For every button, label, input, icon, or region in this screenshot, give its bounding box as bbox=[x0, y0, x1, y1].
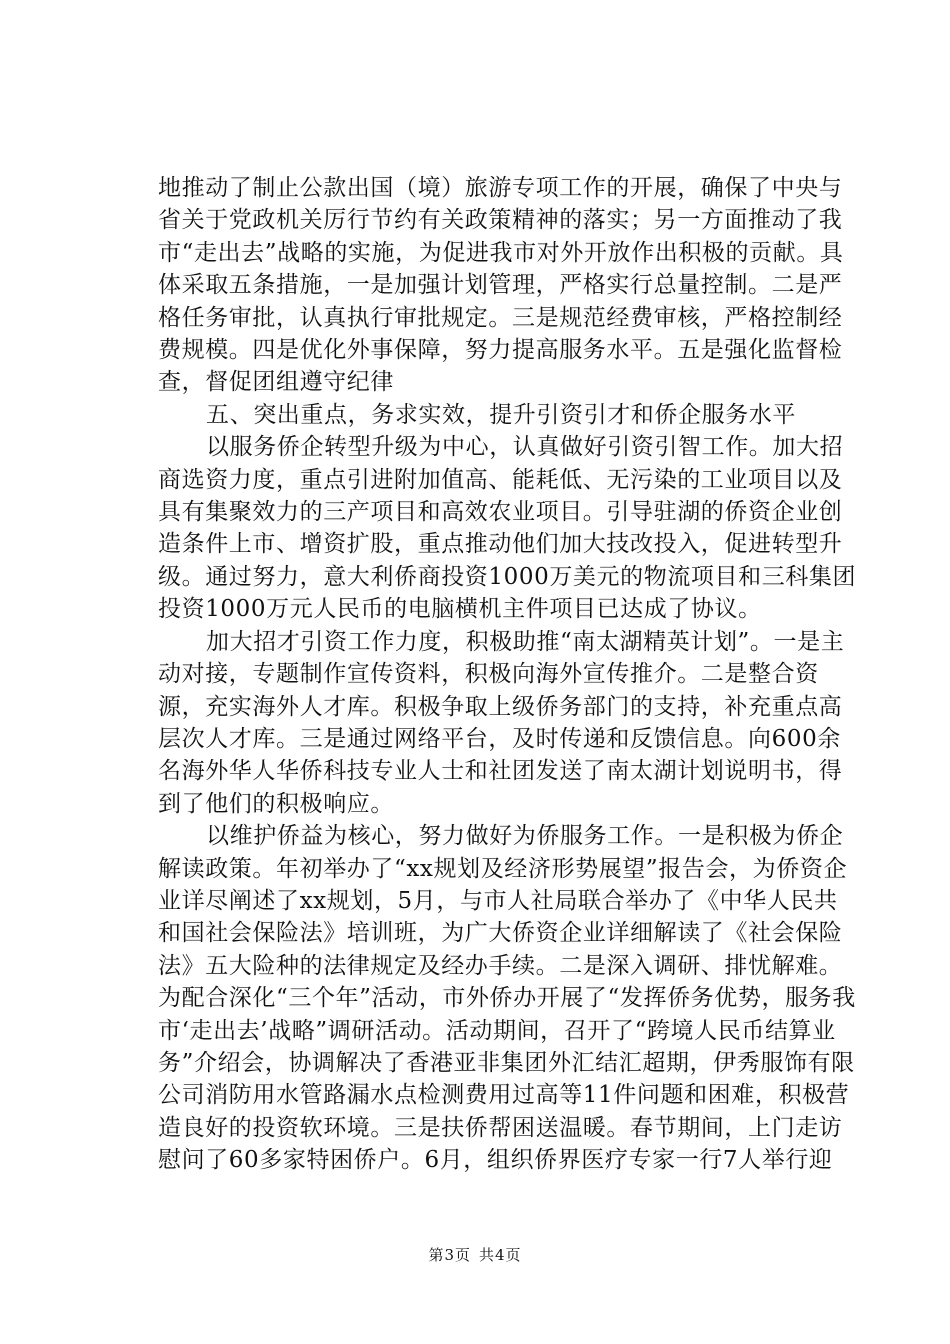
paragraph-2: 以服务侨企转型升级为中心，认真做好引资引智工作。加大招商选资力度，重点引进附加值高、能耗低、无污染的工业项目以及具有集聚效力的三产项目和高效农业项目。引导驻湖的侨资企业创造条件上市、增资扩股，重点推动他们加大技改投入，促进转型升级。通过努力，意大利侨商投资1000万美元的物流项目和三科集团投资1000万元人民币的电脑横机主件项目已达成了协议。 bbox=[158, 434, 857, 623]
paragraph-4: 以维护侨益为核心，努力做好为侨服务工作。一是积极为侨企解读政策。年初举办了“xx规划及经济形势展望”报告会，为侨资企业详尽阐述了xx规划，5月，与市人社局联合举办了《中华人民共和国社会保险法》培训班，为广大侨资企业详细解读了《社会保险法》五大险种的法律规定及经办手续。二是深入调研、排忧解难。为配合深化“三个年”活动，市外侨办开展了“发挥侨务优势，服务我市‘走出去’战略”调研活动。活动期间，召开了“跨境人民币结算业务”介绍会，协调解决了香港亚非集团外汇结汇超期，伊秀服饰有限公司消防用水管路漏水点检测费用过高等11件问题和困难，积极营造良好的投资软环境。三是扶侨帮困送温暖。春节期间，上门走访慰问了60多家特困侨户。6月，组织侨界医疗专家一行7人举行迎 bbox=[158, 823, 856, 1174]
paragraph-3: 加大招才引资工作力度，积极助推“南太湖精英计划”。一是主动对接，专题制作宣传资料，积极向海外宣传推介。二是整合资源，充实海外人才库。积极争取上级侨务部门的支持，补充重点高层次人才库。三是通过网络平台，及时传递和反馈信息。向600余名海外华人华侨科技专业人士和社团发送了南太湖计划说明书，得到了他们的积极响应。 bbox=[158, 628, 845, 817]
page-total: 共4页 bbox=[479, 1246, 522, 1264]
document-body bbox=[158, 172, 858, 1177]
section-heading-5: 五、突出重点，务求实效，提升引资引才和侨企服务水平 bbox=[206, 401, 796, 428]
paragraph-1: 地推动了制止公款出国（境）旅游专项工作的开展，确保了中央与省关于党政机关厉行节约有关政策精神的落实；另一方面推动了我市“走出去”战略的实施，为促进我市对外开放作出积极的贡献。具体采取五条措施，一是加强计划管理，严格实行总量控制。二是严格任务审批，认真执行审批规定。三是规范经费审核，严格控制经费规模。四是优化外事保障，努力提高服务水平。五是强化监督检查，督促团组遵守纪律 bbox=[158, 175, 844, 396]
page-footer bbox=[0, 1244, 950, 1265]
page-number: 第3页 bbox=[428, 1246, 471, 1264]
